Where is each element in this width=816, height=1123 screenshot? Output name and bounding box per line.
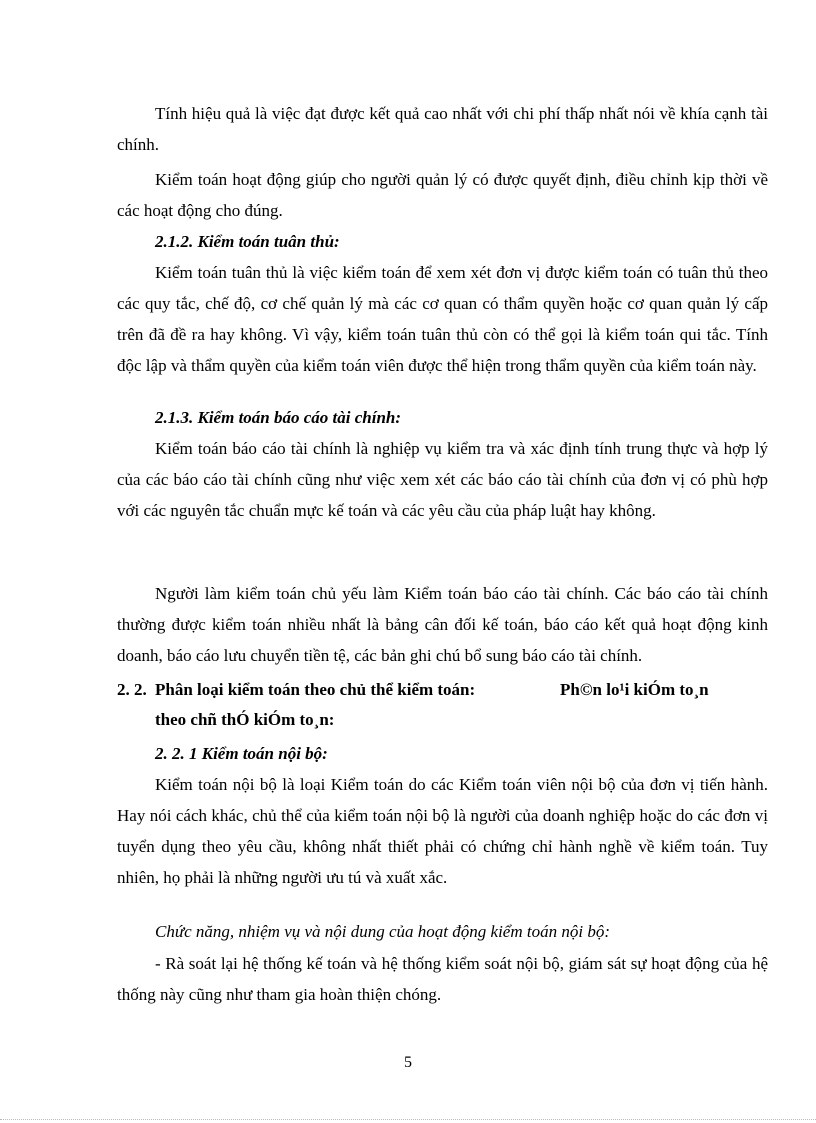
- paragraph-compliance-audit: Kiểm toán tuân thủ là việc kiểm toán để xem xét đơn vị được kiểm toán có tuân thủ theo các quy tắc, chế độ, cơ chế quản lý mà các cơ quan có thẩm quyền hoặc cơ quan quản lý cấp trên đã đề ra hay không. Vì vậy, kiểm toán tuân thủ còn có thể gọi là kiểm toán qui tắc. Tính độc lập và thẩm quyền của kiểm toán viên được thể hiện trong thẩm quyền của kiểm toán này.: [117, 263, 768, 375]
- list-item: - Rà soát lại hệ thống kế toán và hệ thống kiểm soát nội bộ, giám sát sự hoạt động của hệ thống này cũng như tham gia hoàn thiện chóng.: [117, 954, 768, 1004]
- paragraph-auditor-work: Người làm kiểm toán chủ yếu làm Kiểm toán báo cáo tài chính. Các báo cáo tài chính thường được kiểm toán nhiều nhất là bảng cân đối kế toán, báo cáo kết quả hoạt động kinh doanh, báo cáo lưu chuyển tiền tệ, các bản ghi chú bổ sung báo cáo tài chính.: [117, 584, 768, 665]
- section-title-garbled-continued: theo chñ thÓ kiÓm to¸n:: [155, 710, 335, 729]
- section-title: Phân loại kiểm toán theo chủ thể kiểm toán:: [155, 680, 476, 699]
- heading-2-2: [117, 675, 768, 735]
- section-title-garbled: Ph©n lo¹i kiÓm to¸n: [560, 680, 709, 699]
- heading-2-1-2: 2.1.2. Kiểm toán tuân thủ:: [155, 232, 340, 251]
- paragraph-operational-audit: Kiểm toán hoạt động giúp cho người quản lý có được quyết định, điều chỉnh kịp thời về các hoạt động cho đúng.: [117, 170, 768, 220]
- heading-2-1-3: 2.1.3. Kiểm toán báo cáo tài chính:: [155, 408, 402, 427]
- italic-subheading: Chức năng, nhiệm vụ và nội dung của hoạt động kiểm toán nội bộ:: [155, 922, 610, 941]
- page-number: 5: [404, 1054, 412, 1071]
- paragraph-internal-audit: Kiểm toán nội bộ là loại Kiểm toán do các Kiểm toán viên nội bộ của đơn vị tiến hành. Hay nói cách khác, chủ thể của kiểm toán nội bộ là người của doanh nghiệp hoặc do các đơn vị tuyển dụng theo yêu cầu, không nhất thiết phải có chứng chỉ hành nghề về kiểm toán. Tuy nhiên, họ phải là những người ưu tú và xuất xắc.: [117, 775, 768, 887]
- section-number: 2. 2.: [117, 680, 147, 699]
- page-bottom-divider: [0, 1119, 816, 1120]
- heading-2-2-1: 2. 2. 1 Kiểm toán nội bộ:: [155, 744, 328, 763]
- paragraph-efficiency: Tính hiệu quả là việc đạt được kết quả cao nhất với chi phí thấp nhất nói về khía cạnh tài chính.: [117, 104, 768, 154]
- paragraph-financial-audit: Kiểm toán báo cáo tài chính là nghiệp vụ kiểm tra và xác định tính trung thực và hợp lý của các báo cáo tài chính cũng như việc xem xét các báo cáo tài chính của đơn vị có phù hợp với các nguyên tắc chuẩn mực kế toán và các yêu cầu của pháp luật hay không.: [117, 439, 768, 520]
